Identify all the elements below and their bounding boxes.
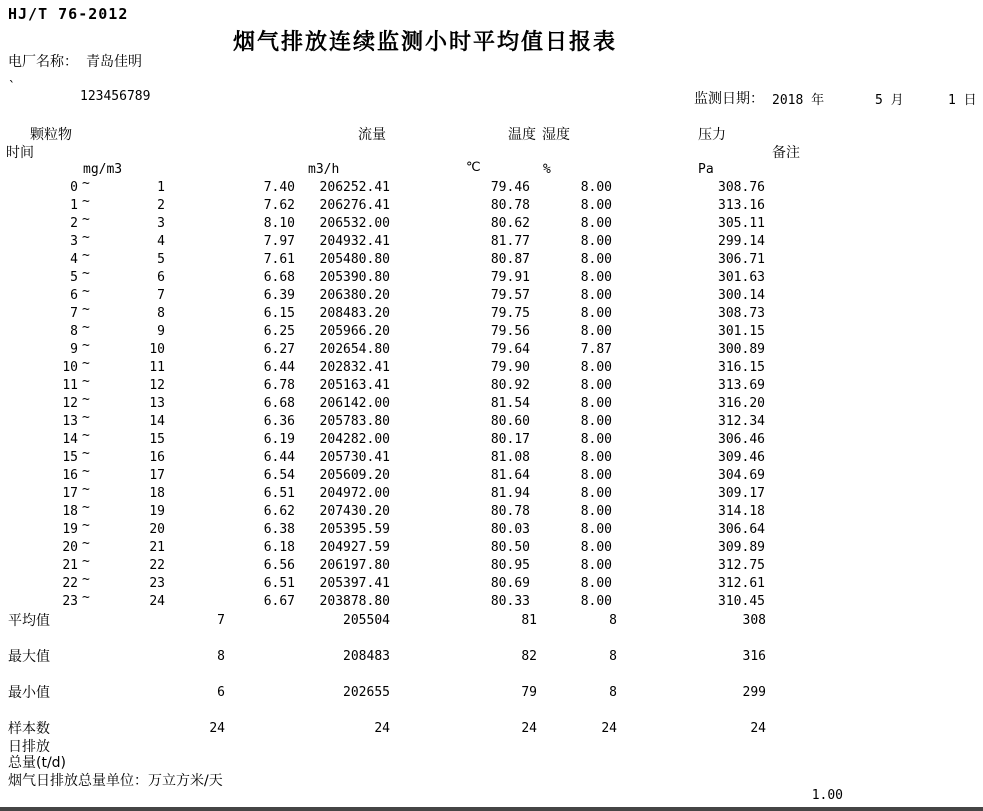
table-row [0,392,983,413]
summary-row [0,648,983,666]
hour-to-cell: 6 [157,270,165,285]
hour-from-cell: 7 [70,306,78,321]
hour-from-cell: 3 [70,234,78,249]
hour-from-cell: 19 [62,522,78,537]
table-row [0,212,983,233]
temp-cell: 80.50 [490,540,530,555]
range-separator: ~ [82,266,90,281]
flow-cell: 208483.20 [319,306,390,321]
column-header-pm: 颗粒物 [30,127,72,143]
hour-from-cell: 2 [70,216,78,231]
table-row [0,446,983,467]
hour-to-cell: 7 [157,288,165,303]
hour-from-cell: 10 [62,360,78,375]
summary-row [0,720,983,738]
humidity-cell: 8.00 [580,252,612,267]
pm-cell: 6.68 [263,396,295,411]
pm-cell: 6.56 [263,558,295,573]
temp-cell: 81.94 [490,486,530,501]
table-row [0,428,983,449]
emission-unit-note: 烟气日排放总量单位：万立方米/天 [8,773,223,789]
pm-cell: 7.40 [263,180,295,195]
table-row [0,338,983,359]
column-header-flow: 流量 [358,127,386,143]
summary-humidity-cell: 8 [609,649,617,664]
range-separator: ~ [82,482,90,497]
humidity-cell: 8.00 [580,324,612,339]
pressure-cell: 316.20 [718,396,765,411]
range-separator: ~ [82,302,90,317]
hour-to-cell: 10 [149,342,165,357]
humidity-cell: 8.00 [580,432,612,447]
flow-cell: 206532.00 [319,216,390,231]
summary-flow-cell: 202655 [343,685,390,700]
temp-cell: 80.60 [490,414,530,429]
pressure-cell: 312.34 [718,414,765,429]
humidity-cell: 8.00 [580,180,612,195]
summary-humidity-cell: 24 [601,721,617,736]
humidity-cell: 8.00 [580,378,612,393]
pressure-cell: 304.69 [718,468,765,483]
range-separator: ~ [82,356,90,371]
summary-pm-cell: 24 [209,721,225,736]
range-separator: ~ [82,410,90,425]
column-header-pressure: 压力 [698,127,726,143]
range-separator: ~ [82,338,90,353]
pressure-cell: 306.71 [718,252,765,267]
flow-cell: 206380.20 [319,288,390,303]
flow-cell: 202832.41 [319,360,390,375]
hour-from-cell: 23 [62,594,78,609]
pm-cell: 6.68 [263,270,295,285]
range-separator: ~ [82,176,90,191]
pm-cell: 6.38 [263,522,295,537]
table-row [0,248,983,269]
plant-name-value: 青岛佳明 [86,54,142,70]
hour-to-cell: 11 [149,360,165,375]
range-separator: ~ [82,500,90,515]
table-row [0,194,983,215]
plant-name-label: 电厂名称： [8,54,78,70]
flow-cell: 207430.20 [319,504,390,519]
pressure-cell: 309.46 [718,450,765,465]
pm-cell: 6.36 [263,414,295,429]
hour-to-cell: 1 [157,180,165,195]
range-separator: ~ [82,194,90,209]
temp-cell: 80.17 [490,432,530,447]
hour-to-cell: 9 [157,324,165,339]
monitor-date-year: 2018 年 [772,93,825,108]
hour-from-cell: 1 [70,198,78,213]
summary-pressure-cell: 308 [742,613,766,628]
table-row [0,356,983,377]
temp-cell: 81.64 [490,468,530,483]
pressure-cell: 309.17 [718,486,765,501]
pm-cell: 6.78 [263,378,295,393]
pm-cell: 6.15 [263,306,295,321]
flow-cell: 205966.20 [319,324,390,339]
range-separator: ~ [82,428,90,443]
humidity-cell: 8.00 [580,522,612,537]
pressure-cell: 309.89 [718,540,765,555]
flow-cell: 204972.00 [319,486,390,501]
hour-to-cell: 14 [149,414,165,429]
pressure-cell: 306.64 [718,522,765,537]
flow-cell: 205730.41 [319,450,390,465]
table-row [0,374,983,395]
range-separator: ~ [82,248,90,263]
page-title: 烟气排放连续监测小时平均值日报表 [232,30,617,55]
summary-humidity-cell: 8 [609,685,617,700]
humidity-cell: 7.87 [580,342,612,357]
daily-emission-label-line2: 总量(t/d) [8,755,67,771]
humidity-cell: 8.00 [580,486,612,501]
hour-from-cell: 16 [62,468,78,483]
humidity-cell: 8.00 [580,450,612,465]
hour-to-cell: 3 [157,216,165,231]
flow-cell: 205783.80 [319,414,390,429]
summary-humidity-cell: 8 [609,613,617,628]
pressure-cell: 310.45 [718,594,765,609]
temp-cell: 79.56 [490,324,530,339]
hour-to-cell: 16 [149,450,165,465]
hour-from-cell: 0 [70,180,78,195]
hour-from-cell: 9 [70,342,78,357]
flow-cell: 206197.80 [319,558,390,573]
humidity-cell: 8.00 [580,396,612,411]
flow-cell: 203878.80 [319,594,390,609]
pm-cell: 6.51 [263,576,295,591]
hour-from-cell: 11 [62,378,78,393]
temp-cell: 79.46 [490,180,530,195]
pm-cell: 8.10 [263,216,295,231]
pressure-cell: 300.14 [718,288,765,303]
monitor-date-month: 5 月 [875,93,904,108]
temp-cell: 81.08 [490,450,530,465]
humidity-cell: 8.00 [580,558,612,573]
hour-to-cell: 17 [149,468,165,483]
summary-label: 平均值 [8,613,50,629]
temp-cell: 80.62 [490,216,530,231]
range-separator: ~ [82,212,90,227]
pm-cell: 6.39 [263,288,295,303]
range-separator: ~ [82,590,90,605]
summary-pressure-cell: 316 [742,649,766,664]
hour-to-cell: 23 [149,576,165,591]
summary-temp-cell: 81 [521,613,537,628]
unit-humidity: % [543,162,551,177]
flow-cell: 206276.41 [319,198,390,213]
summary-label: 最小值 [8,685,50,701]
summary-temp-cell: 24 [521,721,537,736]
range-separator: ~ [82,374,90,389]
temp-cell: 79.91 [490,270,530,285]
summary-label: 样本数 [8,721,50,737]
table-row [0,464,983,485]
pm-cell: 7.62 [263,198,295,213]
summary-row [0,612,983,630]
table-row [0,554,983,575]
hour-to-cell: 15 [149,432,165,447]
summary-temp-cell: 79 [521,685,537,700]
daily-total-value: 1.00 [811,788,843,803]
temp-cell: 80.78 [490,198,530,213]
humidity-cell: 8.00 [580,504,612,519]
summary-flow-cell: 208483 [343,649,390,664]
hour-to-cell: 5 [157,252,165,267]
table-row [0,482,983,503]
flow-cell: 205395.59 [319,522,390,537]
daily-emission-label-line1: 日排放 [8,739,50,755]
summary-label: 最大值 [8,649,50,665]
table-row [0,302,983,323]
pressure-cell: 300.89 [718,342,765,357]
unit-pressure: Pa [698,162,714,177]
temp-cell: 81.77 [490,234,530,249]
pm-cell: 6.62 [263,504,295,519]
humidity-cell: 8.00 [580,360,612,375]
table-row [0,266,983,287]
monitor-date-label: 监测日期： [694,91,764,107]
hour-from-cell: 14 [62,432,78,447]
serial-number: 123456789 [80,89,151,104]
summary-pm-cell: 8 [217,649,225,664]
unit-flow: m3/h [308,162,340,177]
hour-to-cell: 20 [149,522,165,537]
humidity-cell: 8.00 [580,540,612,555]
pm-cell: 6.18 [263,540,295,555]
temp-cell: 79.75 [490,306,530,321]
table-row [0,176,983,197]
hour-to-cell: 2 [157,198,165,213]
column-header-humidity: 湿度 [542,127,570,143]
hour-from-cell: 12 [62,396,78,411]
flow-cell: 204282.00 [319,432,390,447]
pressure-cell: 308.73 [718,306,765,321]
hour-to-cell: 12 [149,378,165,393]
range-separator: ~ [82,572,90,587]
summary-row [0,684,983,702]
hour-from-cell: 20 [62,540,78,555]
pm-cell: 7.61 [263,252,295,267]
humidity-cell: 8.00 [580,576,612,591]
pressure-cell: 308.76 [718,180,765,195]
table-row [0,590,983,611]
hour-from-cell: 21 [62,558,78,573]
table-row [0,572,983,593]
temp-cell: 80.78 [490,504,530,519]
temp-cell: 80.95 [490,558,530,573]
humidity-cell: 8.00 [580,216,612,231]
hour-to-cell: 24 [149,594,165,609]
range-separator: ~ [82,284,90,299]
hour-from-cell: 22 [62,576,78,591]
temp-cell: 80.03 [490,522,530,537]
range-separator: ~ [82,446,90,461]
humidity-cell: 8.00 [580,468,612,483]
hour-to-cell: 19 [149,504,165,519]
serial-mark: ` [8,80,16,95]
summary-pressure-cell: 24 [750,721,766,736]
plant-name-line [8,51,142,71]
pressure-cell: 301.63 [718,270,765,285]
bottom-divider-bar [0,807,983,811]
summary-flow-cell: 24 [374,721,390,736]
standard-code: HJ/T 76-2012 [8,5,129,23]
pm-cell: 6.27 [263,342,295,357]
table-row [0,230,983,251]
table-row [0,410,983,431]
pm-cell: 6.44 [263,360,295,375]
temp-cell: 80.87 [490,252,530,267]
summary-pressure-cell: 299 [742,685,766,700]
humidity-cell: 8.00 [580,288,612,303]
humidity-cell: 8.00 [580,414,612,429]
pm-cell: 6.19 [263,432,295,447]
hour-from-cell: 8 [70,324,78,339]
column-header-remark: 备注 [772,145,800,161]
flow-cell: 205397.41 [319,576,390,591]
humidity-cell: 8.00 [580,234,612,249]
hour-to-cell: 18 [149,486,165,501]
table-row [0,518,983,539]
pressure-cell: 316.15 [718,360,765,375]
pressure-cell: 313.16 [718,198,765,213]
temp-cell: 81.54 [490,396,530,411]
pressure-cell: 306.46 [718,432,765,447]
temp-cell: 80.92 [490,378,530,393]
monitor-date-day: 1 日 [948,93,977,108]
hour-from-cell: 5 [70,270,78,285]
hour-to-cell: 4 [157,234,165,249]
pm-cell: 6.67 [263,594,295,609]
hour-from-cell: 6 [70,288,78,303]
humidity-cell: 8.00 [580,198,612,213]
temp-cell: 80.33 [490,594,530,609]
flow-cell: 204932.41 [319,234,390,249]
flow-cell: 202654.80 [319,342,390,357]
range-separator: ~ [82,392,90,407]
summary-flow-cell: 205504 [343,613,390,628]
temp-cell: 79.90 [490,360,530,375]
unit-temp: ℃ [466,160,481,175]
pressure-cell: 312.61 [718,576,765,591]
pressure-cell: 299.14 [718,234,765,249]
hour-from-cell: 4 [70,252,78,267]
hour-to-cell: 13 [149,396,165,411]
pm-cell: 6.51 [263,486,295,501]
table-row [0,320,983,341]
flow-cell: 206252.41 [319,180,390,195]
hour-from-cell: 18 [62,504,78,519]
pressure-cell: 305.11 [718,216,765,231]
humidity-cell: 8.00 [580,594,612,609]
range-separator: ~ [82,464,90,479]
flow-cell: 205609.20 [319,468,390,483]
hour-to-cell: 8 [157,306,165,321]
hour-to-cell: 22 [149,558,165,573]
summary-pm-cell: 7 [217,613,225,628]
flow-cell: 206142.00 [319,396,390,411]
range-separator: ~ [82,320,90,335]
table-row [0,284,983,305]
range-separator: ~ [82,518,90,533]
temp-cell: 79.64 [490,342,530,357]
flow-cell: 205163.41 [319,378,390,393]
pressure-cell: 301.15 [718,324,765,339]
pressure-cell: 312.75 [718,558,765,573]
flow-cell: 204927.59 [319,540,390,555]
summary-temp-cell: 82 [521,649,537,664]
temp-cell: 79.57 [490,288,530,303]
humidity-cell: 8.00 [580,270,612,285]
pm-cell: 7.97 [263,234,295,249]
hour-to-cell: 21 [149,540,165,555]
range-separator: ~ [82,554,90,569]
range-separator: ~ [82,230,90,245]
pressure-cell: 314.18 [718,504,765,519]
flow-cell: 205390.80 [319,270,390,285]
flow-cell: 205480.80 [319,252,390,267]
summary-pm-cell: 6 [217,685,225,700]
pm-cell: 6.54 [263,468,295,483]
table-row [0,536,983,557]
hour-from-cell: 13 [62,414,78,429]
hour-from-cell: 17 [62,486,78,501]
unit-pm: mg/m3 [83,162,123,177]
pm-cell: 6.44 [263,450,295,465]
pressure-cell: 313.69 [718,378,765,393]
pm-cell: 6.25 [263,324,295,339]
temp-cell: 80.69 [490,576,530,591]
table-row [0,500,983,521]
humidity-cell: 8.00 [580,306,612,321]
column-header-temp: 温度 [508,127,536,143]
hour-from-cell: 15 [62,450,78,465]
range-separator: ~ [82,536,90,551]
column-header-time: 时间 [6,145,34,161]
